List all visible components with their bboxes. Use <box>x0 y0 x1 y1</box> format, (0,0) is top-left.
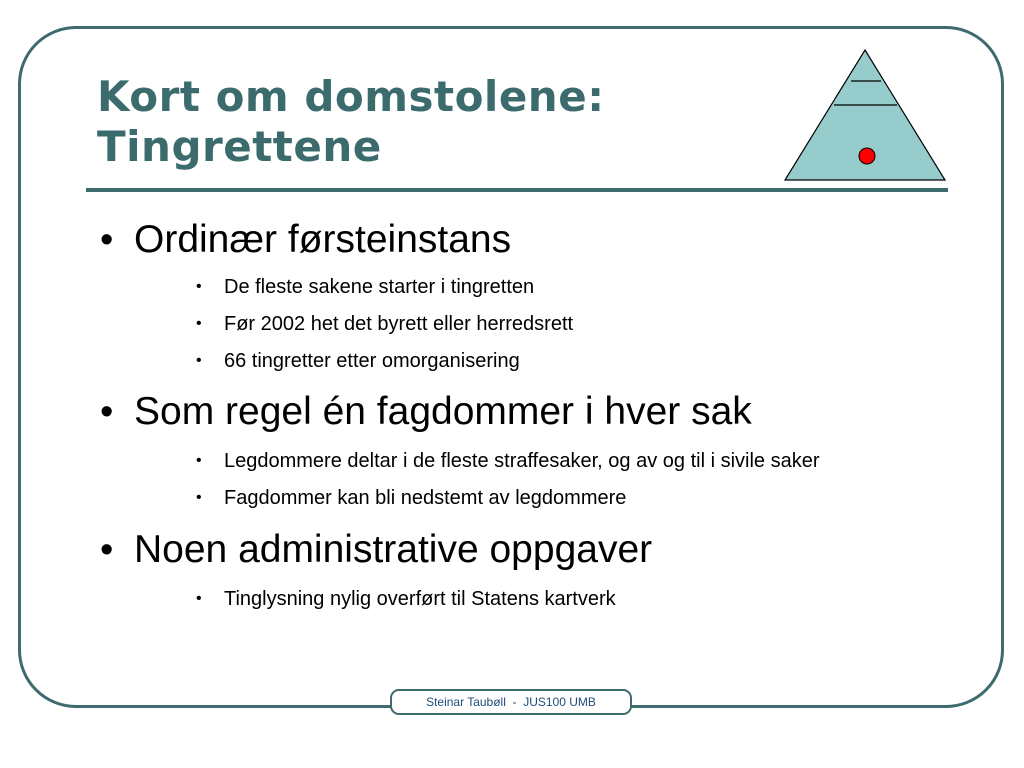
court-hierarchy-pyramid-icon <box>784 48 948 182</box>
sub-bullet-text: Fagdommer kan bli nedstemt av legdommere <box>224 487 627 509</box>
sub-bullet-text: De fleste sakene starter i tingretten <box>224 276 535 298</box>
bullet-glyph: • <box>100 529 114 571</box>
bullet-text: Ordinær førsteinstans <box>134 218 512 261</box>
slide-title-line-1: Kort om domstolene: <box>97 72 605 121</box>
sub-bullet-glyph: • <box>196 278 202 295</box>
bullet-text: Noen administrative oppgaver <box>134 528 653 571</box>
sub-bullet-text: Før 2002 het det byrett eller herredsrett <box>224 313 574 335</box>
slide-title <box>97 72 605 172</box>
sub-bullet-glyph: • <box>196 590 202 607</box>
sub-bullet-text: Legdommere deltar i de fleste straffesaker, og av og til i sivile saker <box>224 450 820 472</box>
sub-bullet-glyph: • <box>196 489 202 506</box>
sub-bullet-glyph: • <box>196 452 202 469</box>
sub-bullet-text: 66 tingretter etter omorganisering <box>224 350 520 372</box>
sub-bullet-glyph: • <box>196 352 202 369</box>
bullet-text: Som regel én fagdommer i hver sak <box>134 390 752 433</box>
sub-bullet-text: Tinglysning nylig overført til Statens kartverk <box>224 588 616 610</box>
title-underline <box>86 188 948 192</box>
footer-label: Steinar Taubøll - JUS100 UMB <box>390 689 632 715</box>
sub-bullet-glyph: • <box>196 315 202 332</box>
current-level-marker <box>859 148 875 164</box>
bullet-glyph: • <box>100 219 114 261</box>
bullet-glyph: • <box>100 391 114 433</box>
slide-title-line-2: Tingrettene <box>97 122 382 171</box>
